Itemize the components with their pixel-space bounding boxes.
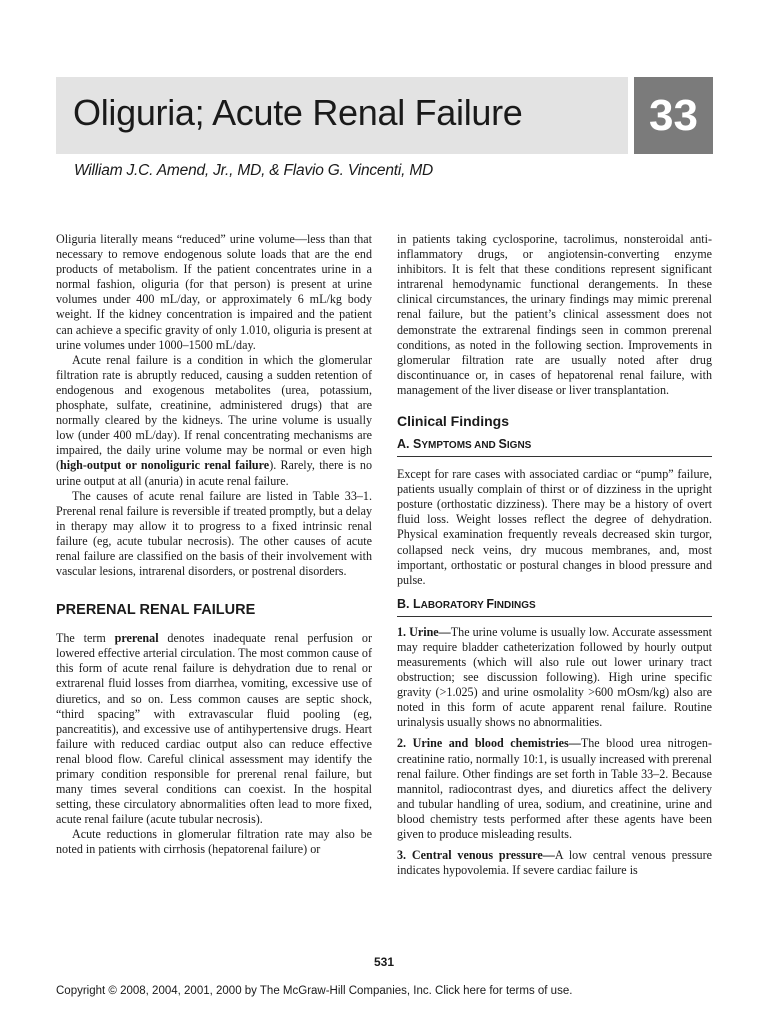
urine-paragraph: 1. Urine—The urine volume is usually low. Accurate assessment may require bladder catheterization followed by hourly output measurements (which will also rule out lower urinary tract obstruction; see discussion following). High urine specific gravity (>1.025) and urine osmolality >600 mOsm/kg) also are noted in this form of acute apparent renal failure. Routine urinalysis usually shows no abnormalities. [397, 624, 713, 730]
symptoms-paragraph: Except for rare cases with associated cardiac or “pump” failure, patients usually complain of thirst or of dizziness in the upright posture (orthostatic dizziness). There may be a history of overt fluid loss. Weight losses reflect the degree of dehydration. Physical examination frequently reveals decreased skin turgor, collapsed neck veins, dry mucous membranes, and, most important, orthostatic or postural changes in blood pressure and pulse. [397, 467, 712, 587]
symptoms-signs-heading: A. SYMPTOMS AND SIGNS [397, 436, 712, 457]
terms-of-use-link[interactable]: Click here for terms of use. [435, 985, 573, 997]
clinical-findings-heading: Clinical Findings [397, 413, 510, 430]
chemistries-label: 2. Urine and blood chemistries— [397, 736, 581, 751]
cvp-paragraph: 3. Central venous pressure—A low central venous pressure indicates hypovolemia. If severe cardiac failure is [397, 848, 712, 878]
page-number: 531 [373, 955, 395, 969]
laboratory-findings-heading: B. LABORATORY FINDINGS [397, 596, 712, 617]
left-column [56, 232, 372, 858]
intro-paragraph-3: The causes of acute renal failure are listed in Table 33–1. Prerenal renal failure is reversible if treated promptly, but a delay in therapy may allow it to progress to a fixed intrinsic renal failure (eg, acute tubular necrosis). The other causes of acute renal failure are classified on the basis of their involvement with vascular lesions, intrarenal disorders, or postrenal disorders. [56, 488, 372, 579]
continued-paragraph: in patients taking cyclosporine, tacrolimus, nonsteroidal anti-inflammatory drugs, or angiotensin-converting enzyme inhibitors. It is felt that these conditions represent significant intrarenal hemodynamic functional derangements. In these clinical circumstances, the urinary findings may mimic prerenal renal failure, but the patient’s clinical assessment does not demonstrate the extrarenal findings seen in common prerenal conditions, as noted in the following section. Improvements in glomerular filtration rate are usually noted after drug discontinuance or, in cases of hepatorenal renal failure, with management of the liver disease or liver transplantation. [397, 232, 712, 397]
urine-label: 1. Urine— [397, 624, 451, 639]
authors-line: William J.C. Amend, Jr., MD, & Flavio G. Vincenti, MD [74, 162, 434, 179]
prerenal-heading: PRERENAL RENAL FAILURE [56, 602, 256, 619]
intro-paragraph-1: Oliguria literally means “reduced” urine volume—less than that necessary to remove endogenous solute loads that are the end products of metabolism. If the patient concentrates urine in a normal fashion, oliguria (for that person) is present at urine volumes under 400 mL/day, or approximately 6 mL/kg body weight. If the kidney concentration is impaired and the patient can achieve a specific gravity of only 1.010, oliguria is present at urine volumes under 1000–1500 mL/day. [56, 232, 372, 352]
high-output-term: high-output or nonoliguric renal failure [60, 458, 270, 473]
right-column [397, 232, 712, 878]
prerenal-term: prerenal [114, 631, 159, 646]
copyright-footer: Copyright © 2008, 2004, 2001, 2000 by The McGraw-Hill Companies, Inc. Click here for terms of use. [56, 985, 573, 997]
chemistries-paragraph: 2. Urine and blood chemistries—The blood urea nitrogen-creatinine ratio, normally 10:1, is usually increased with prerenal renal failure. Other findings are set forth in Table 33–2. Because mannitol, radiocontrast dyes, and diuretics affect the delivery and tubular handling of urea, sodium, and creatinine, urine and blood chemistry tests performed after these agents have been given to produce misleading results. [397, 736, 713, 841]
chapter-title: Oliguria; Acute Renal Failure [73, 92, 523, 133]
prerenal-paragraph-1: The term prerenal denotes inadequate renal perfusion or lowered effective arterial circulation. The most common cause of this form of acute renal failure is dehydration due to renal or extrarenal fluid losses from diarrhea, vomiting, excessive use of diuretics, and so on. Less common causes are septic shock, “third spacing” with extravascular fluid pooling (eg, pancreatitis), and excessive use of antihypertensive drugs. Heart failure with reduced cardiac output also can reduce effective renal blood flow. Careful clinical assessment may identify the primary condition responsible for prerenal renal failure, but many times several conditions can coexist. In the hospital setting, these circulatory abnormalities often lead to more fixed, acute renal failure (acute tubular necrosis). [56, 631, 373, 827]
chapter-number: 33 [634, 77, 713, 154]
intro-paragraph-2: Acute renal failure is a condition in which the glomerular filtration rate is abruptly reduced, causing a sudden retention of endogenous and exogenous metabolites (urea, potassium, phosphate, sulfate, creatinine, administered drugs) that are normally cleared by the kidneys. The urine volume is usually low (under 400 mL/day). If renal concentrating mechanisms are impaired, the daily urine volume may be normal or even high (high-output or nonoliguric renal failure). Rarely, there is no urine output at all (anuria) in acute renal failure. [56, 352, 373, 488]
prerenal-paragraph-2: Acute reductions in glomerular filtration rate may also be noted in patients with cirrhosis (hepatorenal failure) or [56, 827, 372, 857]
cvp-label: 3. Central venous pressure— [397, 848, 555, 863]
